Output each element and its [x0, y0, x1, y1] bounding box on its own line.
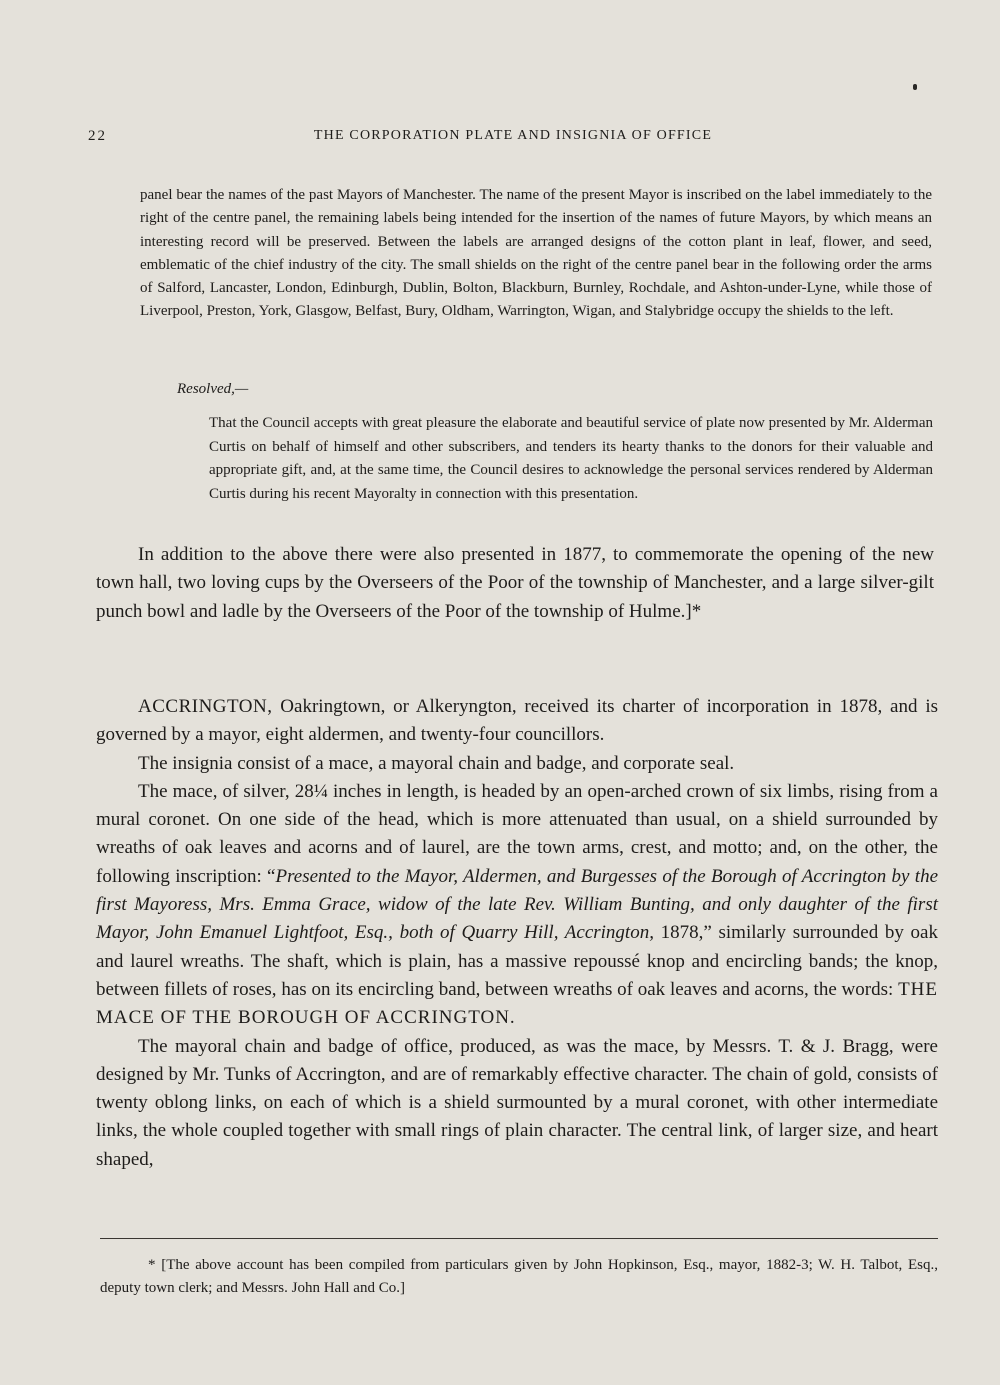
mace-words: THE MACE OF THE BOROUGH OF ACCRINGTON.	[96, 978, 938, 1029]
accrington-intro-paragraph	[96, 693, 938, 750]
footnote-rule	[100, 1238, 938, 1239]
mace-paragraph	[96, 778, 938, 1033]
page-number: 22	[88, 128, 107, 144]
page-header	[88, 128, 938, 150]
footnote: * [The above account has been compiled from particulars given by John Hopkinson, Esq., mayor, 1882-3; W. H. Talbot, Esq., deputy town clerk; and Messrs. John Hall and Co.]	[100, 1257, 938, 1296]
resolved-label: Resolved,—	[177, 381, 249, 397]
accrington-intro: Oakringtown, or Alkeryngton, received its charter of incorporation in 1878, and is governed by a mayor, eight aldermen, and twenty-four councillors.	[96, 696, 938, 746]
ink-speck	[913, 84, 917, 90]
manchester-continuation	[140, 184, 932, 324]
continuation-paragraph: panel bear the names of the past Mayors of Manchester. The name of the present Mayor is inscribed on the label immediately to the right of the centre panel, the remaining labels being intended for the insertion of the names of future Mayors, by which means an interesting record will be preserved. Between the labels are arranged designs of the cotton plant in leaf, flower, and seed, emblematic of the chief industry of the city. The small shields on the right of the centre panel bear in the following order the arms of Salford, Lancaster, London, Edinburgh, Dublin, Bolton, Blackburn, Burnley, Rochdale, and Ashton-under-Lyne, while those of Liverpool, Preston, York, Glasgow, Belfast, Bury, Oldham, Warrington, Wigan, and Stalybridge occupy the shields to the left.	[140, 187, 932, 320]
chain-paragraph: The mayoral chain and badge of office, produced, as was the mace, by Messrs. T. & J. Bragg, were designed by Mr. Tunks of Accrington, and are of remarkably effective character. The chain of gold, consists of twenty oblong links, on each of which is a shield surmounted by a mural coronet, with other intermediate links, the whole coupled together with small rings of plain character. The central link, of larger size, and heart shaped,	[96, 1035, 938, 1170]
mace-text-1: The mace, of silver, 28¼ inches in length, is headed by an open-arched crown of six limbs, rising from a mural coronet. On one side of the head, which is more attenuated than usual, on a shield surrounded by wreaths of oak leaves and acorns and of laurel, are the town arms, crest, and motto; and, on the other, the following inscription: “	[96, 780, 938, 887]
accrington-heading: ACCRINGTON,	[138, 696, 273, 717]
mace-inscription: Presented to the Mayor, Aldermen, and Burgesses of the Borough of Accrington by the first Mayoress, Mrs. Emma Grace, widow of the late Rev. William Bunting, and only daughter of the first Mayor, John Emanuel Lightfoot, Esq., both of Quarry Hill, Accrington,	[96, 865, 938, 944]
resolution-text: That the Council accepts with great pleasure the elaborate and beautiful service of plate now presented by Mr. Alderman Curtis on behalf of himself and other subscribers, and tenders its hearty thanks to the donors for their valuable and appropriate gift, and, at the same time, the Council desires to acknowledge the personal services rendered by Alderman Curtis during his recent Mayoralty in connection with this presentation.	[209, 415, 933, 502]
running-title: THE CORPORATION PLATE AND INSIGNIA OF OFFICE	[313, 128, 713, 143]
mace-text-2: 1878,” similarly surrounded by oak and laurel wreaths. The shaft, which is plain, has a massive repoussé knop and encircling bands; the knop, between fillets of roses, has on its encircling band, between wreaths of oak leaves and acorns, the words:	[96, 922, 938, 1000]
accrington-section	[96, 693, 938, 1174]
insignia-paragraph: The insignia consist of a mace, a mayoral chain and badge, and corporate seal.	[138, 752, 735, 774]
addition-paragraph: In addition to the above there were also presented in 1877, to commemorate the opening of the new town hall, two loving cups by the Overseers of the Poor of the township of Manchester, and a large silver-gilt punch bowl and ladle by the Overseers of the Poor of the township of Hulme.]*	[96, 544, 934, 622]
